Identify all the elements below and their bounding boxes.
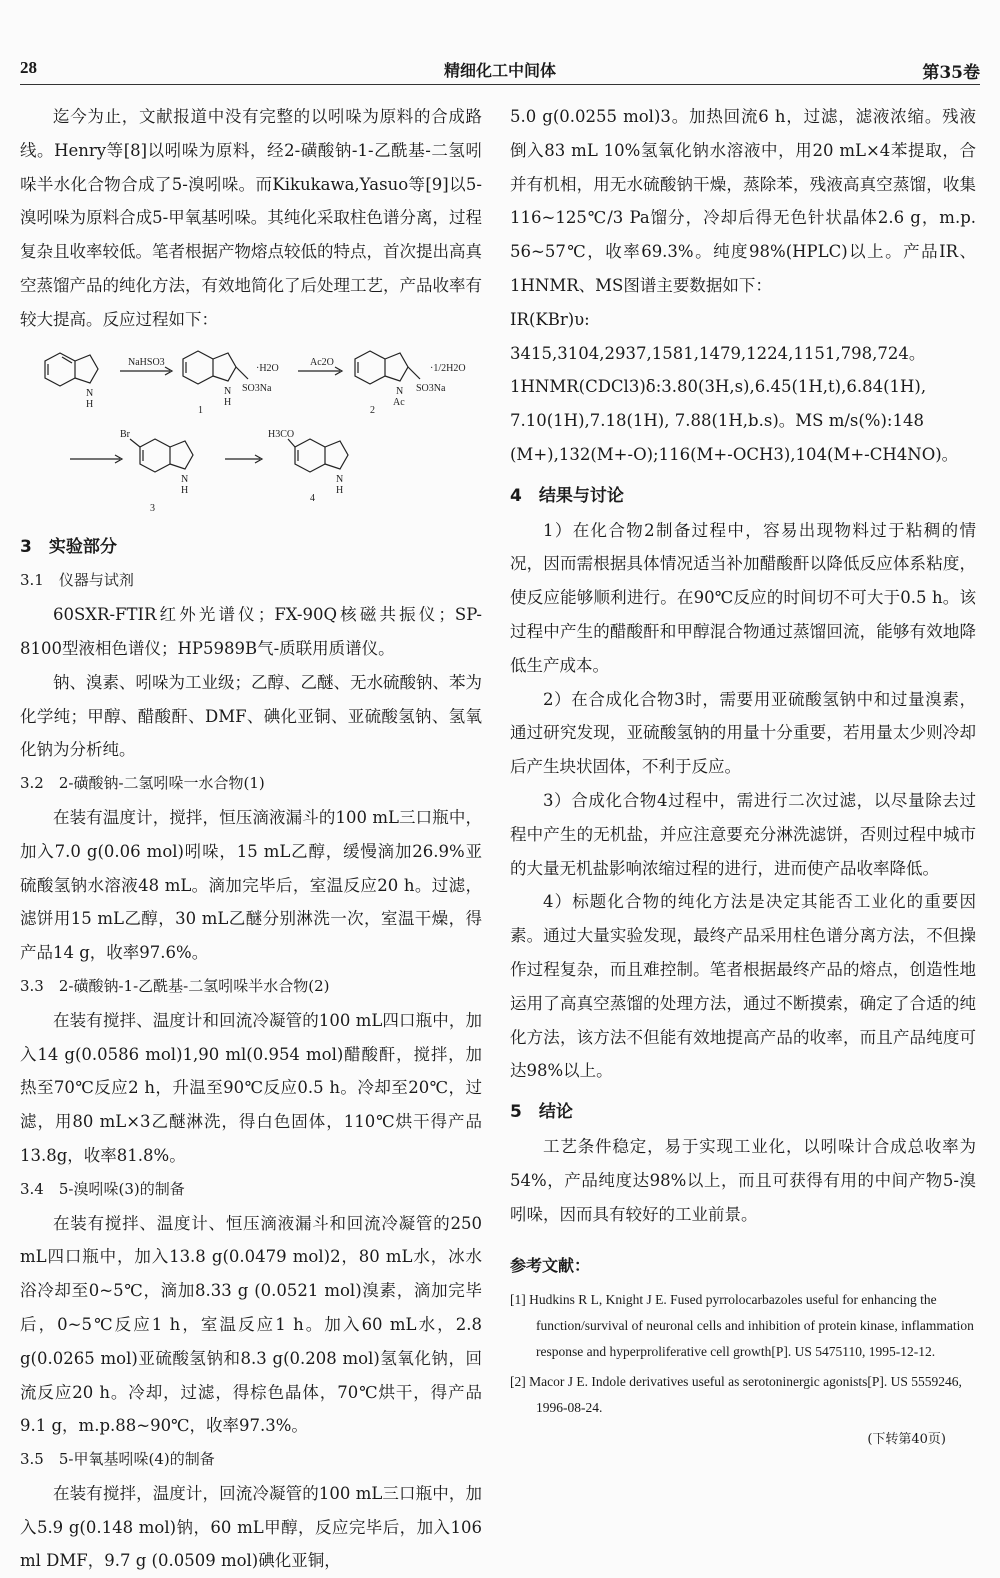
section-3-2-heading: 3.2 2-磺酸钠-二氢吲哚一水合物(1) [20, 774, 265, 793]
section-3-5-continued: 5.0 g(0.0255 mol)3。加热回流6 h，过滤，滤液浓缩。残液倒入83 mL 10%氢氧化钠水溶液中，用20 mL×4苯提取，合并有机相，用无水硫酸钠干燥，蒸除苯，残液高真空蒸馏，收集116~125℃/3 Pa馏分，冷却后得无色针状晶体2.6 g，m.p. 56~57℃，收率69.3%。纯度98%(HPLC)以上。产品IR、1HNMR、MS图谱主要数据如下： [510, 107, 976, 295]
p3-n: N [181, 473, 189, 485]
ir-values: 3415,3104,2937,1581,1479,1224,1151,798,724。 [510, 343, 926, 363]
section-3-heading: 3 实验部分 [20, 536, 117, 557]
discussion-3: 3）合成化合物4过程中，需进行二次过滤，以尽量除去过程中产生的无机盐，并应注意要充分淋洗滤饼，否则过程中城市的大量无机盐影响浓缩过程的进行，进而使产品收率降低。 [510, 790, 976, 878]
p4-n: N [336, 473, 344, 485]
discussion-4: 4）标题化合物的纯化方法是决定其能否工业化的重要因素。通过大量实验发现，最终产品采用柱色谱分离方法，不但操作过程复杂，而且难控制。笔者根据最终产品的熔点，创造性地运用了高真空蒸馏的处理方法，通过不断摸索，确定了合适的纯化方法，该方法不但能有效地提高产品的收率，而且产品纯度可达98%以上。 [510, 892, 976, 1081]
references-heading: 参考文献： [510, 1256, 591, 1276]
right-column [510, 100, 976, 1457]
reaction-scheme [20, 341, 482, 521]
section-3-4-heading: 3.4 5-溴吲哚(3)的制备 [20, 1179, 185, 1198]
p1-n: N [224, 385, 232, 397]
page-number: 28 [20, 58, 37, 77]
label-1: 1 [198, 404, 203, 416]
journal-title: 精细化工中间体 [443, 61, 556, 80]
instruments-paragraph: 60SXR-FTIR红外光谱仪；FX-90Q核磁共振仪；SP-8100型液相色谱仪；HP5989B气-质联用质谱仪。 [20, 605, 482, 658]
p2-ac: Ac [393, 396, 405, 408]
indole-h: H [86, 398, 94, 410]
volume-label: 第35卷 [922, 63, 980, 83]
p2-n: N [396, 385, 404, 397]
page-header [20, 54, 980, 85]
reference-2: [2] Macor J E. Indole derivatives useful as serotoninergic agonists[P]. US 5559246, 1996-08-24. [510, 1374, 962, 1416]
p2-water: ·1/2H2O [430, 362, 466, 374]
reference-1: [1] Hudkins R L, Knight J E. Fused pyrrolocarbazoles useful for enhancing the function/survival of neuronal cells and inhibition of protein kinase, inflammation response and hyperproliferative cell growth[P]. US 5475110, 1995-12-12. [510, 1292, 974, 1360]
section-3-2-paragraph: 在装有温度计，搅拌，恒压滴液漏斗的100 mL三口瓶中，加入7.0 g(0.06 mol)吲哚，15 mL乙醇，缓慢滴加26.9%亚硫酸氢钠水溶液48 mL。滴加完毕后，室温反应20 h。过滤，滤饼用15 mL乙醇，30 mL乙醚分别淋洗一次，室温干燥，得产品14 g，收率97.6%。 [20, 807, 482, 963]
reagent-1: NaHSO3 [128, 356, 165, 368]
section-3-5-heading: 3.5 5-甲氧基吲哚(4)的制备 [20, 1450, 215, 1469]
p3-h: H [181, 484, 189, 496]
p1-sub: SO3Na [242, 382, 272, 394]
label-3: 3 [150, 502, 155, 514]
reagents-paragraph: 钠、溴素、吲哚为工业级；乙醇、乙醚、无水硫酸钠、苯为化学纯；甲醇、醋酸酐、DMF、碘化亚铜、亚硫酸氢钠、氢氧化钠为分析纯。 [20, 672, 482, 760]
ome-label: H3CO [268, 428, 295, 440]
label-2: 2 [370, 404, 375, 416]
p4-h: H [336, 484, 344, 496]
ms-data: (M+),132(M+-O);116(M+-OCH3),104(M+-CH4NO)。 [510, 444, 959, 464]
p1-water: ·H2O [256, 362, 279, 374]
section-3-4-paragraph: 在装有搅拌、温度计、恒压滴液漏斗和回流冷凝管的250 mL四口瓶中，加入13.8 g(0.0479 mol)2，80 mL水，冰水浴冷却至0~5℃，滴加8.33 g (0.0521 mol)溴素，滴加完毕后，0~5℃反应1 h，室温反应1 h。加入60 mL水，2.8 g(0.0265 mol)亚硫酸氢钠和8.3 g(0.208 mol)氢氧化钠，回流反应20 h。冷却，过滤，得棕色晶体，70℃烘干，得产品9.1 g，m.p.88~90℃，收率97.3%。 [20, 1213, 482, 1436]
section-5-heading: 5 结论 [510, 1102, 573, 1123]
p2-sub: SO3Na [416, 382, 446, 394]
section-3-3-heading: 3.3 2-磺酸钠-1-乙酰基-二氢吲哚半水合物(2) [20, 976, 330, 995]
label-4: 4 [310, 492, 315, 504]
conclusion-paragraph: 工艺条件稳定，易于实现工业化，以吲哚计合成总收率为54%，产品纯度达98%以上，而且可获得有用的中间产物5-溴吲哚，因而具有较好的工业前景。 [510, 1136, 976, 1224]
reagent-2: Ac2O [310, 356, 334, 368]
intro-paragraph: 迄今为止，文献报道中没有完整的以吲哚为原料的合成路线。Henry等[8]以吲哚为原料，经2-磺酸钠-1-乙酰基-二氢吲哚半水化合物合成了5-溴吲哚。而Kikukawa,Yasuo等[9]以5-溴吲哚为原料合成5-甲氧基吲哚。其纯化采取柱色谱分离，过程复杂且收率较低。笔者根据产物熔点较低的特点，首次提出高真空蒸馏产品的纯化方法，有效地简化了后处理工艺，产品收率有较大提高。反应过程如下： [20, 107, 482, 329]
br-label: Br [120, 428, 130, 440]
nmr-data-2: 7.10(1H),7.18(1H), 7.88(1H,b.s)。MS m/s(%):148 [510, 411, 924, 431]
section-3-5-paragraph: 在装有搅拌，温度计，回流冷凝管的100 mL三口瓶中，加入5.9 g(0.148 mol)钠，60 mL甲醇，反应完毕后，加入106 ml DMF，9.7 g (0.0509 mol)碘化亚铜， [20, 1483, 482, 1571]
section-3-3-paragraph: 在装有搅拌、温度计和回流冷凝管的100 mL四口瓶中，加入14 g(0.0586 mol)1,90 ml(0.954 mol)醋酸酐，搅拌，加热至70℃反应2 h，升温至90℃反应0.5 h。冷却至20℃，过滤，用80 mL×3乙醚淋洗，得白色固体，110℃烘干得产品13.8g，收率81.8%。 [20, 1010, 482, 1165]
discussion-1: 1）在化合物2制备过程中，容易出现物料过于粘稠的情况，因而需根据具体情况适当补加醋酸酐以降低反应体系粘度，使反应能够顺利进行。在90℃反应的时间切不可大于0.5 h。该过程中产生的醋酸酐和甲醇混合物通过蒸馏回流，能够有效地降低生产成本。 [510, 520, 976, 675]
section-4-heading: 4 结果与讨论 [510, 485, 624, 506]
p1-h: H [224, 396, 232, 408]
section-3-1-heading: 3.1 仪器与试剂 [20, 571, 134, 590]
ir-label: IR(KBr)υ: [510, 309, 590, 329]
indole-n: N [86, 387, 94, 399]
discussion-2: 2）在合成化合物3时，需要用亚硫酸氢钠中和过量溴素，通过研究发现，亚硫酸氢钠的用量十分重要，若用量太少则冷却后产生块状固体，不利于反应。 [510, 689, 976, 777]
continued-note: (下转第40页) [867, 1432, 946, 1448]
left-column [20, 100, 482, 1578]
nmr-data: 1HNMR(CDCl3)δ:3.80(3H,s),6.45(1H,t),6.84(1H), [510, 377, 927, 397]
reaction-scheme-svg [20, 341, 482, 521]
